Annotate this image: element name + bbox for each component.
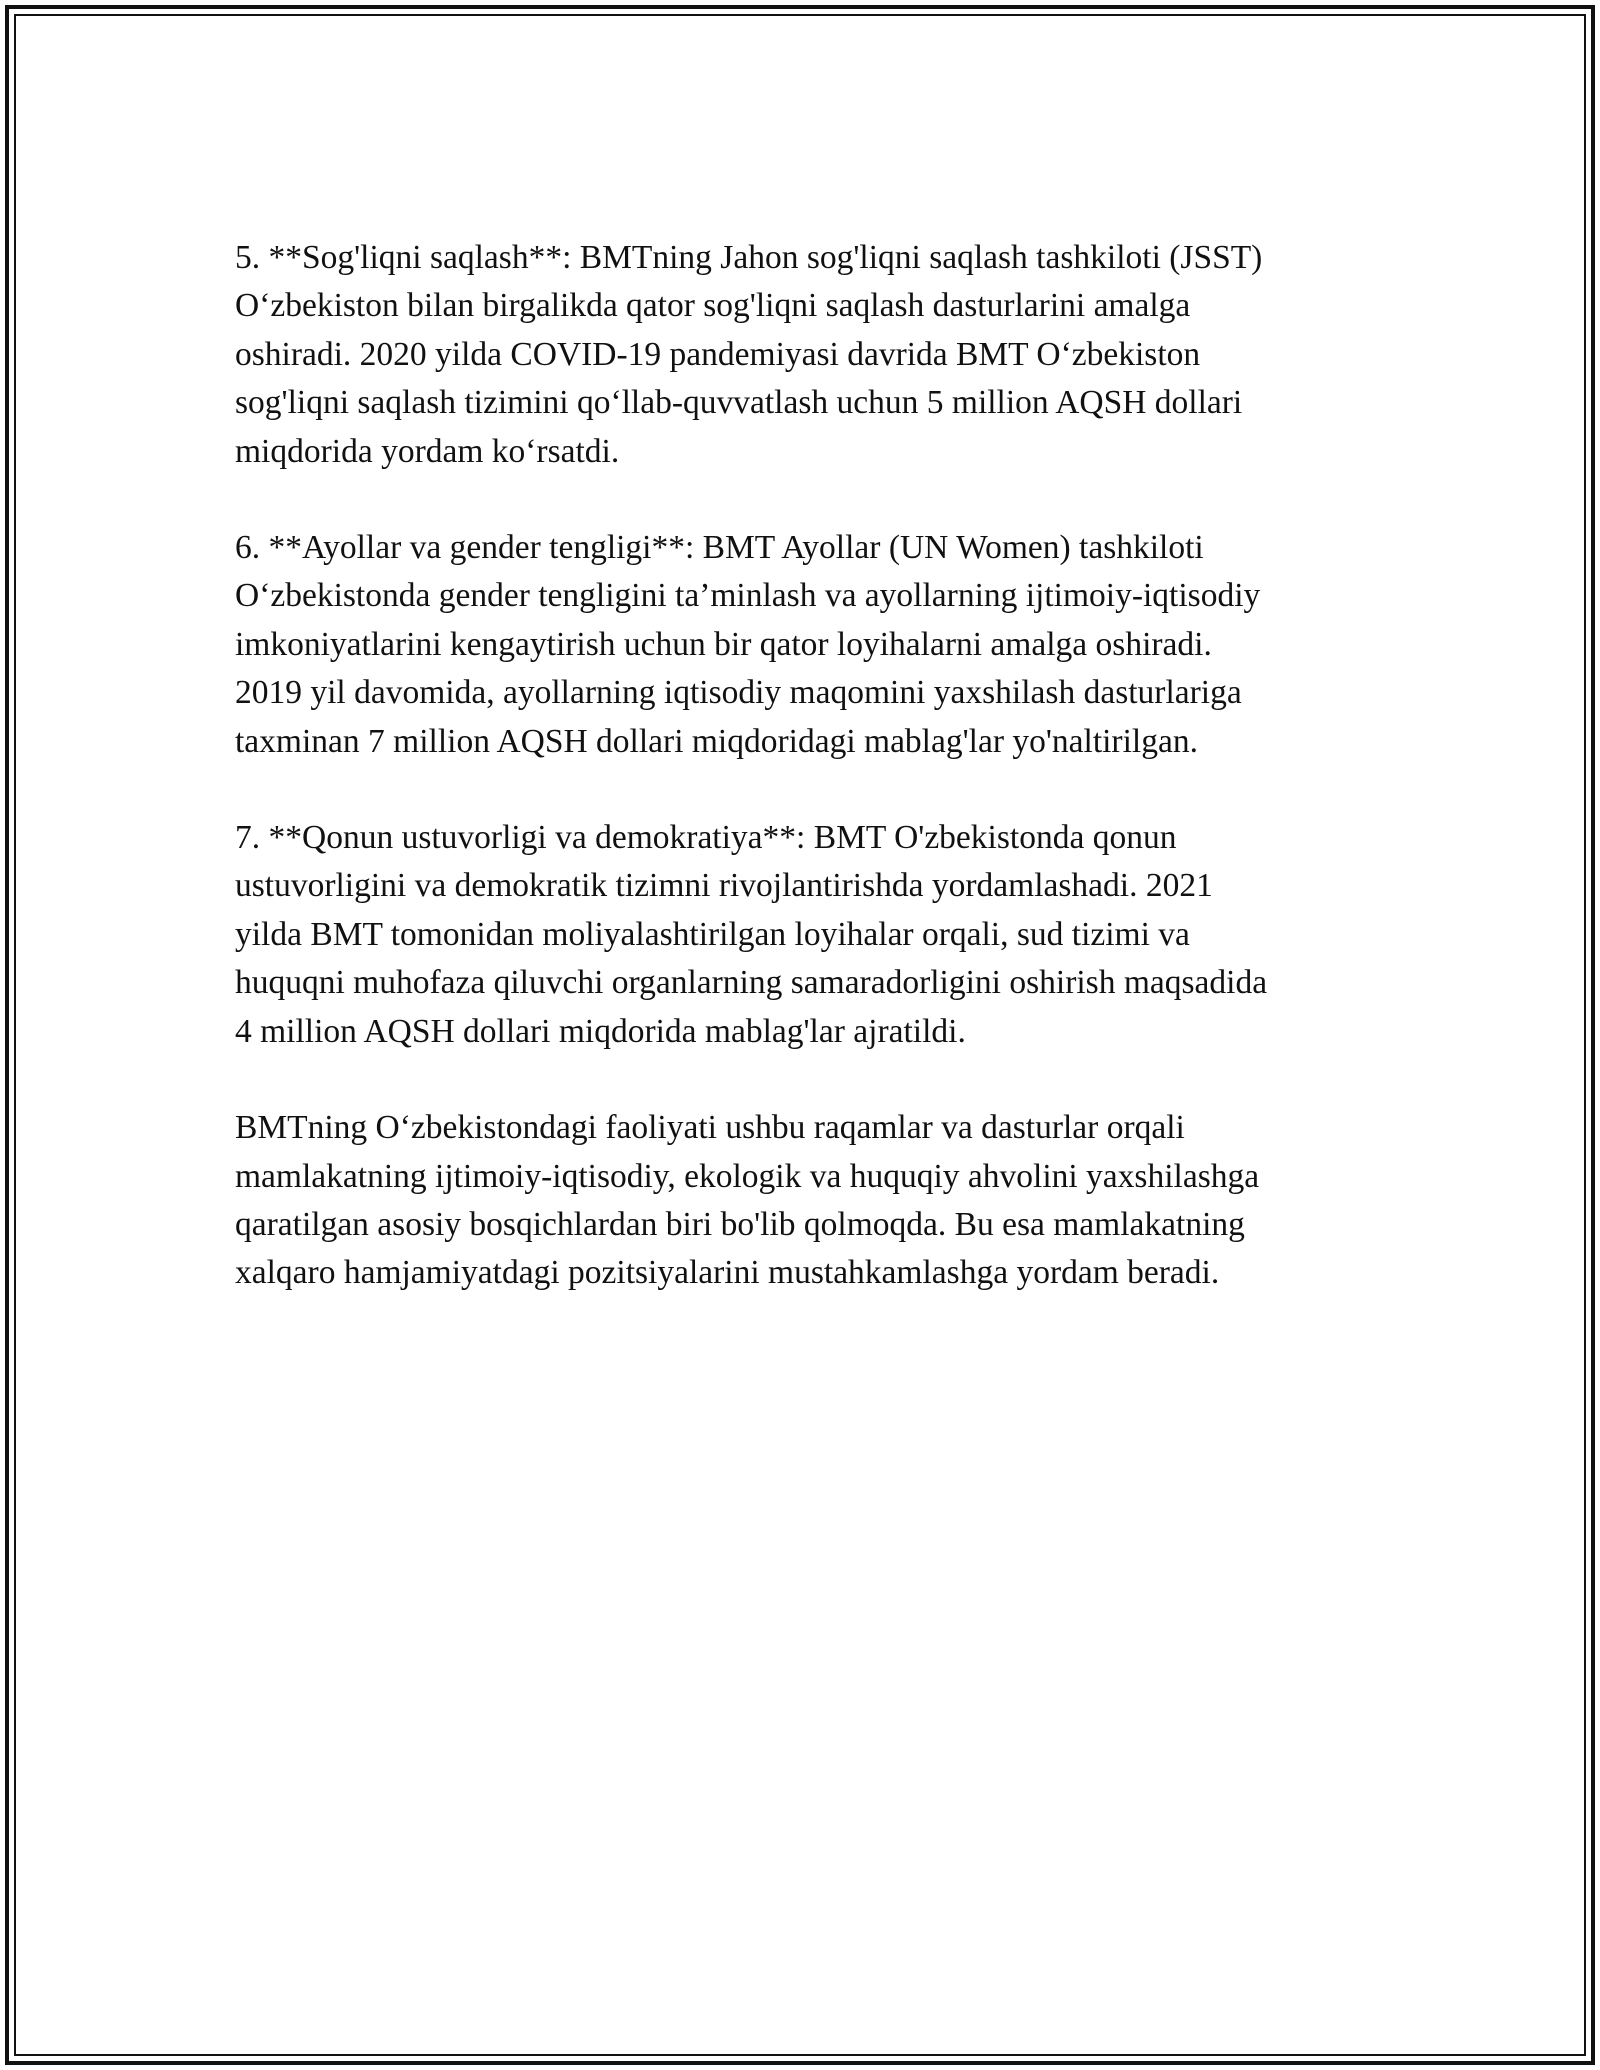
text-line: xalqaro hamjamiyatdagi pozitsiyalarini mustahkamlashga yordam beradi.	[235, 1254, 1220, 1292]
text-line: yilda BMT tomonidan moliyalashtirilgan loyihalar orqali, sud tizimi va	[235, 915, 1190, 953]
text-line: 4 million AQSH dollari miqdorida mablag'lar ajratildi.	[235, 1012, 966, 1050]
text-line: imkoniyatlarini kengaytirish uchun bir qator loyihalarni amalga oshiradi.	[235, 625, 1212, 663]
text-line: O‘zbekistonda gender tengligini ta’minlash va ayollarning ijtimoiy-iqtisodiy	[235, 577, 1261, 615]
paragraph-conclusion	[235, 1104, 1375, 1298]
text-line: BMTning O‘zbekistondagi faoliyati ushbu raqamlar va dasturlar orqali	[235, 1109, 1185, 1147]
text-line: sog'liqni saqlash tizimini qo‘llab-quvvatlash uchun 5 million AQSH dollari	[235, 384, 1243, 422]
text-line: qaratilgan asosiy bosqichlardan biri bo'lib qolmoqda. Bu esa mamlakatning	[235, 1205, 1245, 1243]
text-line: huquqni muhofaza qiluvchi organlarning samaradorligini oshirish maqsadida	[235, 964, 1268, 1002]
text-line: O‘zbekiston bilan birgalikda qator sog'liqni saqlash dasturlarini amalga	[235, 287, 1191, 325]
text-line: 5. **Sog'liqni saqlash**: BMTning Jahon sog'liqni saqlash tashkiloti (JSST)	[235, 239, 1263, 276]
text-line: oshiradi. 2020 yilda COVID-19 pandemiyasi davrida BMT O‘zbekiston	[235, 335, 1201, 373]
text-line: 2019 yil davomida, ayollarning iqtisodiy maqomini yaxshilash dasturlariga	[235, 674, 1242, 712]
text-line: ustuvorligini va demokratik tizimni rivojlantirishda yordamlashadi. 2021	[235, 867, 1213, 905]
text-line: miqdorida yordam ko‘rsatdi.	[235, 432, 620, 470]
text-line: 6. **Ayollar va gender tengligi**: BMT Ayollar (UN Women) tashkiloti	[235, 529, 1204, 567]
text-line: mamlakatning ijtimoiy-iqtisodiy, ekologik va huquqiy ahvolini yaxshilashga	[235, 1157, 1260, 1195]
document-body	[235, 234, 1375, 1346]
paragraph-rule-of-law	[235, 814, 1375, 1056]
paragraph-gender-equality	[235, 524, 1375, 766]
paragraph-health	[235, 234, 1375, 476]
text-line: taxminan 7 million AQSH dollari miqdoridagi mablag'lar yo'naltirilgan.	[235, 722, 1198, 760]
text-line: 7. **Qonun ustuvorligi va demokratiya**: BMT O'zbekistonda qonun	[235, 819, 1177, 857]
